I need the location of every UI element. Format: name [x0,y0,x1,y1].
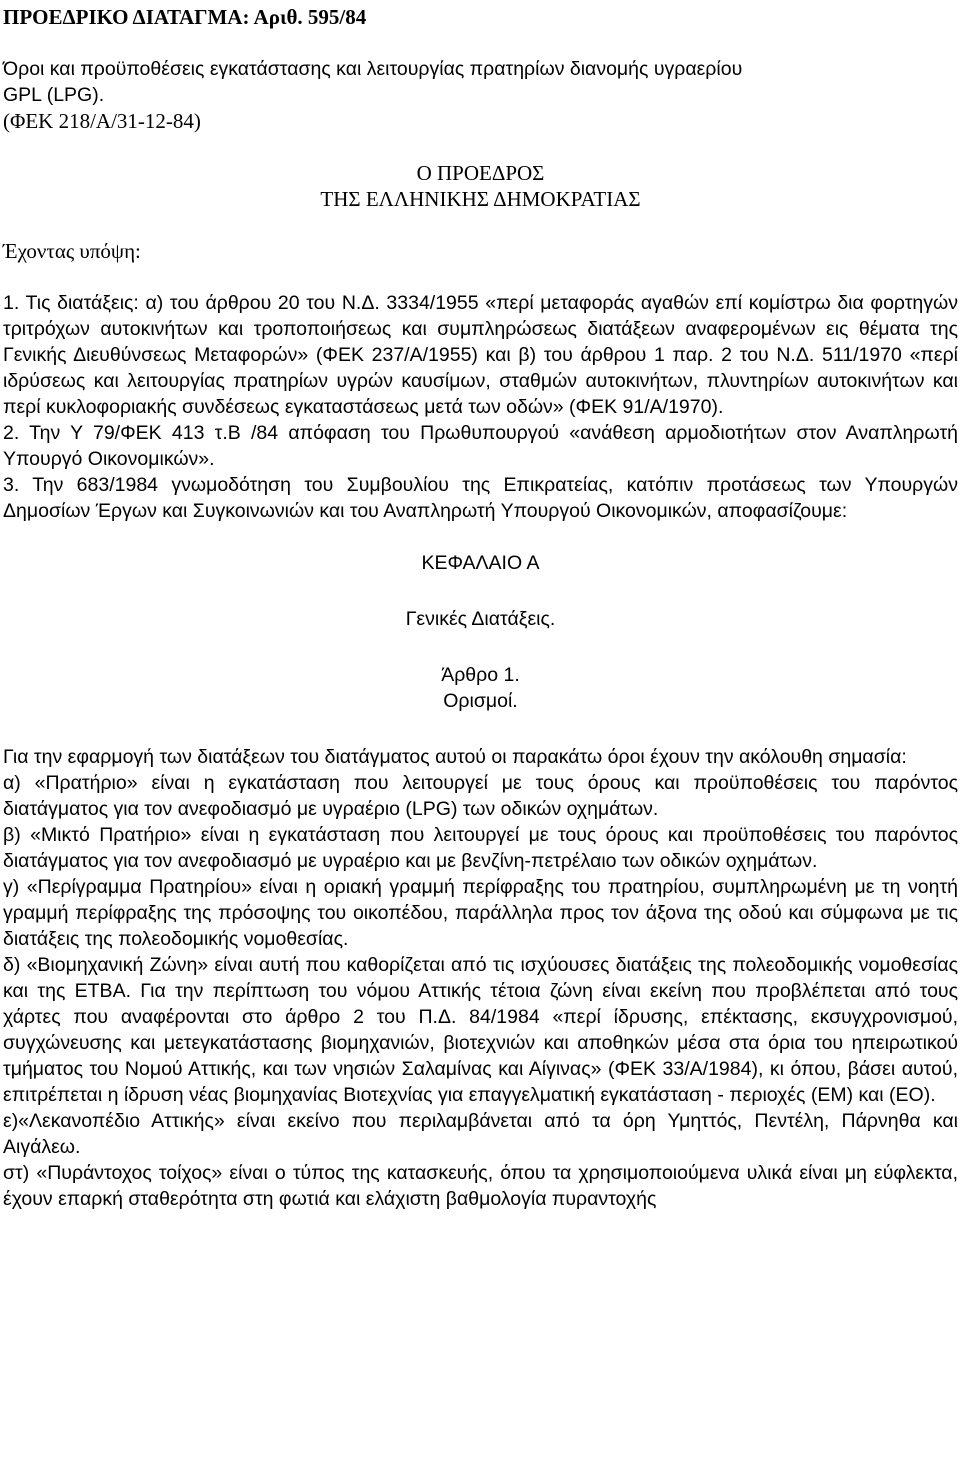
preamble-item-2: 2. Την Υ 79/ΦΕΚ 413 τ.Β /84 απόφαση του Πρωθυπουργού «ανάθεση αρμοδιοτήτων στον Αναπληρωτή Υπουργό Οικονομικών». [3,422,958,470]
spacer [3,30,958,56]
subject-line-2: GPL (LPG). [3,84,105,106]
issuer-line-1: Ο ΠΡΟΕΔΡΟΣ [416,161,545,185]
article-number: Άρθρο 1. [441,664,520,686]
definition-g: γ) «Περίγραμμα Πρατηρίου» είναι η οριακή γραμμή περίφραξης του πρατηρίου, συμπληρωμένη με τη νοητή γραμμή περίφραξης της πρόσοψης του οικοπέδου, παράλληλα προς τον άξονα της οδού και σύμφωνα με τις διατάξεις της πολεοδομικής νομοθεσίας. [3,876,958,950]
definition-b: β) «Μικτό Πρατήριο» είναι η εγκατάσταση που λειτουργεί με τους όρους και προϋποθέσεις του παρόντος διατάγματος για τον ανεφοδιασμό με υγραέριο και με βενζίνη-πετρέλαιο των οδικών οχημάτων. [3,824,958,872]
preamble-intro: Έχοντας υπόψη: [3,239,141,263]
gazette-reference: (ΦΕΚ 218/Α/31-12-84) [3,109,201,133]
chapter-label: ΚΕΦΑΛΑΙΟ Α [421,552,540,574]
decree-title: ΠΡΟΕΔΡΙΚΟ ΔΙΑΤΑΓΜΑ: Αριθ. 595/84 [3,5,367,29]
preamble-item-3: 3. Την 683/1984 γνωμοδότηση του Συμβουλίου της Επικρατείας, κατόπιν προτάσεως των Υπουργών Δημοσίων Έργων και Συγκοινωνιών και του Αναπληρωτή Υπουργού Οικονομικών, αποφασίζουμε: [3,474,958,522]
chapter-title: Γενικές Διατάξεις. [405,608,556,630]
definition-st: στ) «Πυράντοχος τοίχος» είναι ο τύπος της κατασκευής, όπου τα χρησιμοποιούμενα υλικά είναι μη εύφλεκτα, έχουν επαρκή σταθερότητα στη φωτιά και ελάχιστη βαθμολογία πυραντοχής [3,1162,958,1210]
definition-a: α) «Πρατήριο» είναι η εγκατάσταση που λειτουργεί με τους όρους και προϋποθέσεις του παρόντος διατάγματος για τον ανεφοδιασμό με υγραέριο (LPG) των οδικών οχημάτων. [3,772,958,820]
article-intro: Για την εφαρμογή των διατάξεων του διατάγματος αυτού οι παρακάτω όροι έχουν την ακόλουθη σημασία: [3,746,907,768]
article-title: Ορισμοί. [443,690,518,712]
issuer-line-2: ΤΗΣ ΕΛΛΗΝΙΚΗΣ ΔΗΜΟΚΡΑΤΙΑΣ [320,187,641,211]
definition-e: ε)«Λεκανοπέδιο Αττικής» είναι εκείνο που περιλαμβάνεται από τα όρη Υμηττός, Πεντέλη, Πάρνηθα και Αιγάλεω. [3,1110,958,1158]
definition-d: δ) «Βιομηχανική Ζώνη» είναι αυτή που καθορίζεται από τις ισχύουσες διατάξεις της πολεοδομικής νομοθεσίας και της ΕΤΒΑ. Για την περίπτωση του νόμου Αττικής τέτοια ζώνη είναι εκείνη που προβλέπεται από τους χάρτες που αναφέρονται στο άρθρο 2 του Π.Δ. 84/1984 «περί ίδρυσης, επέκτασης, εκσυγχρονισμού, συγχώνευσης και μετεγκατάστασης βιομηχανιών, βιοτεχνιών και αποθηκών μέσα στα όρια του ηπειρωτικού τμήματος του Νομού Αττικής, και των νησιών Σαλαμίνας και Αίγινας» (ΦΕΚ 33/Α/1984), κι όπου, βάσει αυτού, επιτρέπεται η ίδρυση νέας βιομηχανίας Βιοτεχνίας για επαγγελματική εγκατάσταση - περιοχές (ΕΜ) και (ΕΟ). [3,954,958,1106]
preamble-item-1: 1. Τις διατάξεις: α) του άρθρου 20 του Ν.Δ. 3334/1955 «περί μεταφοράς αγαθών επί κομίστρω δια φορτηγών τριτρόχων αυτοκινήτων και τροποποιήσεως και συμπληρώσεως διατάξεων αναφερομένων εις θέματα της Γενικής Διευθύνσεως Μεταφορών» (ΦΕΚ 237/Α/1955) και β) του άρθρου 1 παρ. 2 του Ν.Δ. 511/1970 «περί ιδρύσεως και λειτουργίας πρατηρίων υγρών καυσίμων, σταθμών αυτοκινήτων, πλυντηρίων αυτοκινήτων και περί κυκλοφοριακής συνδέσεως εγκαταστάσεως μετά των οδών» (ΦΕΚ 91/Α/1970). [3,292,958,418]
issuer-block [3,160,958,212]
subject-line-1: Όροι και προϋποθέσεις εγκατάστασης και λειτουργίας πρατηρίων διανομής υγραερίου [3,58,743,80]
